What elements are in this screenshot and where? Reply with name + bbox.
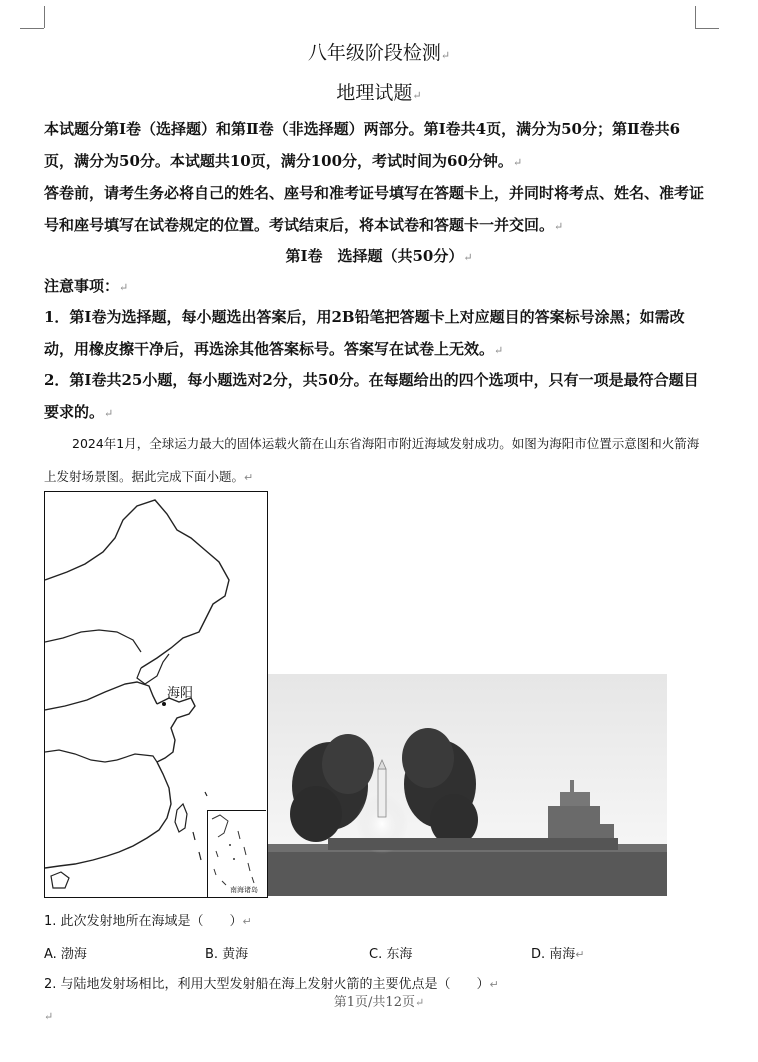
question-1-option-d[interactable]: D. 南海↵ xyxy=(531,947,585,962)
south-china-sea-inset xyxy=(207,810,266,897)
crop-mark-top-left-h xyxy=(20,28,44,29)
page-footer: 第1页/共12页↵ xyxy=(333,995,425,1010)
paragraph-mark: ↵ xyxy=(44,1010,54,1023)
instructions-paragraph-1: 本试题分第Ⅰ卷（选择题）和第Ⅱ卷（非选择题）两部分。第Ⅰ卷共4页，满分为50分；第Ⅱ卷共6页，满分为50分。本试题共10页，满分100分，考试时间为60分钟。↵ xyxy=(44,120,681,170)
launch-scene xyxy=(268,674,667,896)
question-1-option-a[interactable]: A. 渤海 xyxy=(44,947,87,962)
exam-title: 八年级阶段检测↵ xyxy=(307,42,451,64)
crop-mark-top-right-h xyxy=(695,28,719,29)
inset-label: 南海诸岛 xyxy=(230,886,258,894)
question-1-stem: 1. 此次发射地所在海域是（ ）↵ xyxy=(44,914,252,929)
crop-mark-top-left-v xyxy=(44,6,45,28)
rocket-launch-photo xyxy=(268,674,667,896)
material-intro: 2024年1月，全球运力最大的固体运载火箭在山东省海阳市附近海域发射成功。如图为海阳市位置示意图和火箭海上发射场景图。据此完成下面小题。↵ xyxy=(44,436,700,484)
city-label-haiyang: 海阳 xyxy=(167,686,194,701)
instructions-paragraph-2: 答卷前，请考生务必将自己的姓名、座号和准考证号填写在答题卡上，并同时将考点、姓名、准考证号和座号填写在试卷规定的位置。考试结束后，将本试卷和答题卡一并交回。↵ xyxy=(44,184,705,234)
question-2-stem: 2. 与陆地发射场相比，利用大型发射船在海上发射火箭的主要优点是（ ）↵ xyxy=(44,977,499,992)
crop-mark-top-right-v xyxy=(695,6,696,28)
section-heading: 第Ⅰ卷 选择题（共50分）↵ xyxy=(285,247,473,265)
location-map xyxy=(44,491,268,898)
city-marker xyxy=(162,702,166,706)
exam-subject: 地理试题↵ xyxy=(336,82,422,104)
notice-item-1: 1．第Ⅰ卷为选择题，每小题选出答案后，用2B铅笔把答题卡上对应题目的答案标号涂黑；如需改动，用橡皮擦干净后，再选涂其他答案标号。答案写在试卷上无效。↵ xyxy=(44,308,685,358)
question-1-option-c[interactable]: C. 东海 xyxy=(369,947,413,962)
notice-item-2: 2．第Ⅰ卷共25小题，每小题选对2分，共50分。在每题给出的四个选项中，只有一项是最符合题目要求的。↵ xyxy=(44,371,699,421)
question-1-option-b[interactable]: B. 黄海 xyxy=(205,947,249,962)
notice-title: 注意事项：↵ xyxy=(44,277,129,295)
